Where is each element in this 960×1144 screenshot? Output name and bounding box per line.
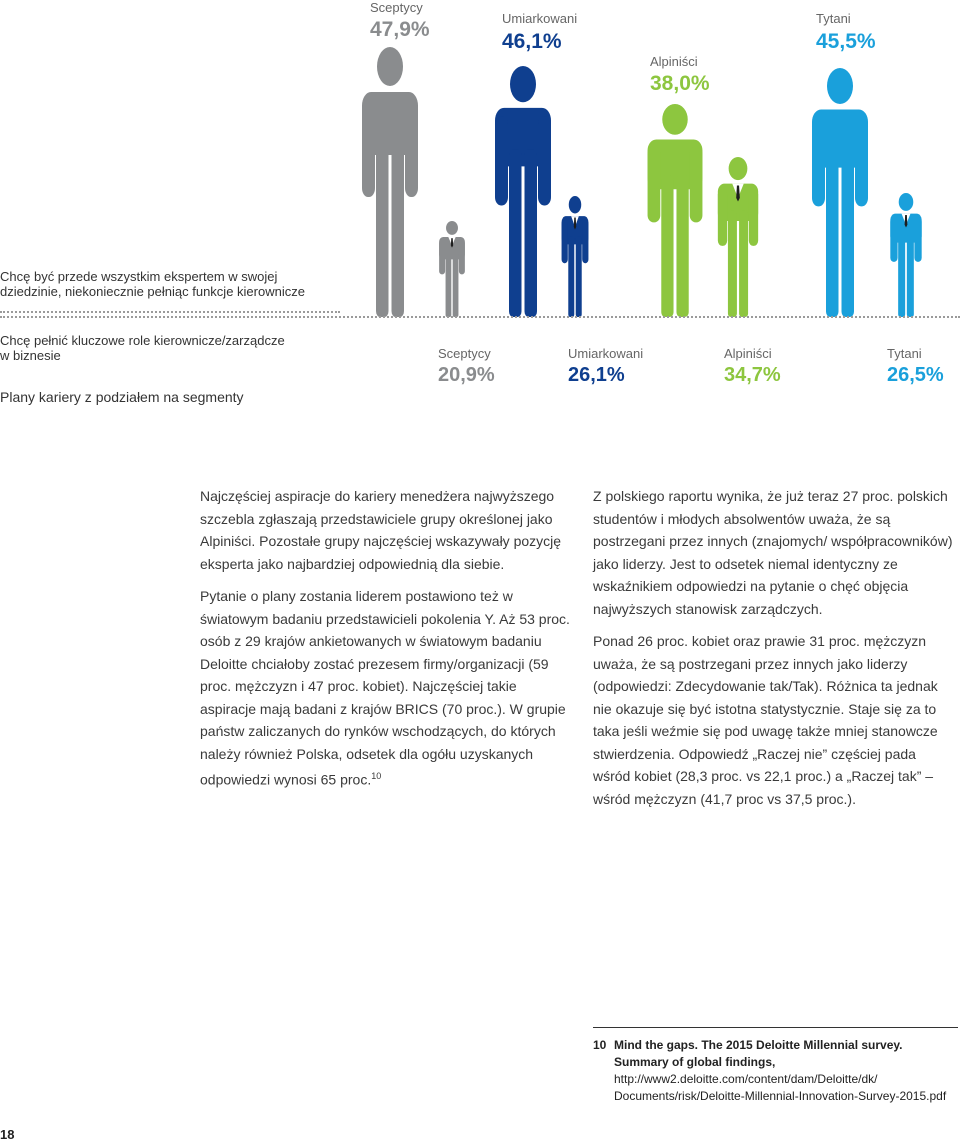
top-label-sceptycy: Sceptycy <box>370 0 423 15</box>
left-paragraph-2: Pytanie o plany zostania liderem postawiono też w światowym badaniu przedstawicieli pokolenia Y. Aż 53 proc. osób z 29 krajów ankietowanych w światowym badaniu Deloitte chciałoby zostać prezesem firmy/organizacji (59 proc. mężczyzn i 47 proc. kobiet). Najczęściej takie aspiracje mają badani z krajów BRICS (70 proc.). W grupie państw zaliczanych do rynków wschodzących, do których należy również Polska, odsetek dla ogółu uzyskanych odpowiedzi wynosi 65 proc.$^{10}$ <box>200 588 570 788</box>
mid-label-alpinisci: Alpiniści <box>724 346 772 361</box>
top-value-sceptycy: 47,9% <box>370 18 430 41</box>
left-paragraph-1: Najczęściej aspiracje do kariery menedżera najwyższego szczebla zgłaszają przedstawiciele grupy określonej jako Alpiniści. Pozostałe grupy najczęściej wskazywały pozycję eksperta jako najbardziej odpowiednią dla siebie. <box>200 488 562 572</box>
mid-value-alpinisci: 34,7% <box>724 364 781 386</box>
alpinisci-small-person-icon <box>702 157 774 317</box>
mid-value-sceptycy: 20,9% <box>438 364 495 386</box>
mid-label-tytani: Tytani <box>887 346 922 361</box>
page-number: 18 <box>0 1127 15 1142</box>
mid-value-tytani: 26,5% <box>887 364 944 386</box>
row1-dotted-line <box>0 311 340 313</box>
sceptycy-large-person-icon <box>340 47 440 317</box>
footnote-rule <box>593 1027 958 1028</box>
top-label-tytani: Tytani <box>816 11 851 26</box>
tytani-large-person-icon <box>790 68 890 317</box>
chart-caption: Plany kariery z podziałem na segmenty <box>0 389 244 405</box>
sceptycy-small-person-icon <box>429 221 475 317</box>
mid-value-umiarkowani: 26,1% <box>568 364 625 386</box>
footnote-url[interactable]: http://www2.deloitte.com/content/dam/Deloitte/dk/ <box>614 1072 878 1086</box>
top-label-umiarkowani: Umiarkowani <box>502 11 578 26</box>
row-label-leader: Chcę pełnić kluczowe role kierownicze/zarządcze w biznesie <box>0 333 285 363</box>
umiarkowani-small-person-icon <box>551 196 599 317</box>
right-text-column <box>593 485 953 820</box>
top-value-umiarkowani: 46,1% <box>502 30 562 53</box>
mid-label-umiarkowani: Umiarkowani <box>568 346 644 361</box>
mid-label-sceptycy: Sceptycy <box>438 346 491 361</box>
left-text-column <box>200 485 570 801</box>
footnote-ref: 10 <box>371 771 382 781</box>
row-label-expert: Chcę być przede wszystkim ekspertem w swojej dziedzinie, niekoniecznie pełniąc funkcje kierownicze <box>0 269 305 299</box>
tytani-small-person-icon <box>878 193 934 317</box>
footnote-number: 10 <box>593 1038 607 1052</box>
right-paragraph-1: Z polskiego raportu wynika, że już teraz 27 proc. polskich studentów i młodych absolwentów uważa, że są postrzegani przez innych (znajomych/ współpracowników) jako liderzy. Jest to odsetek niemal identyczny ze wskaźnikiem odpowiedzi na pytanie o chęć objęcia najwyższych stanowisk zarządczych. <box>593 488 953 617</box>
right-paragraph-2: Ponad 26 proc. kobiet oraz prawie 31 proc. mężczyzn uważa, że są postrzegani przez innych jako liderzy (odpowiedzi: Zdecydowanie tak/Tak). Różnica ta jednak nie okazuje się być istotna statystycznie. Staje się za to taka jeśli weźmie się pod uwagę także mniej stanowcze stwierdzenia. Odpowiedź „Raczej nie” częściej pada wśród kobiet (28,3 proc. vs 22,1 proc.) a „Raczej tak” – wśród mężczyzn (41,7 proc vs 37,5 proc.). <box>593 633 938 807</box>
footnote-text: Mind the gaps. The 2015 Deloitte Millennial survey. Summary of global findings, http://www2.deloitte.com/content/dam/Deloitte/dk/ Documents/risk/Deloitte-Millennial-Innovation-Survey-2015.pdf <box>614 1037 959 1105</box>
top-value-tytani: 45,5% <box>816 30 876 53</box>
top-label-alpinisci: Alpiniści <box>650 54 698 69</box>
row2-dotted-line <box>0 316 960 318</box>
top-value-alpinisci: 38,0% <box>650 72 710 95</box>
